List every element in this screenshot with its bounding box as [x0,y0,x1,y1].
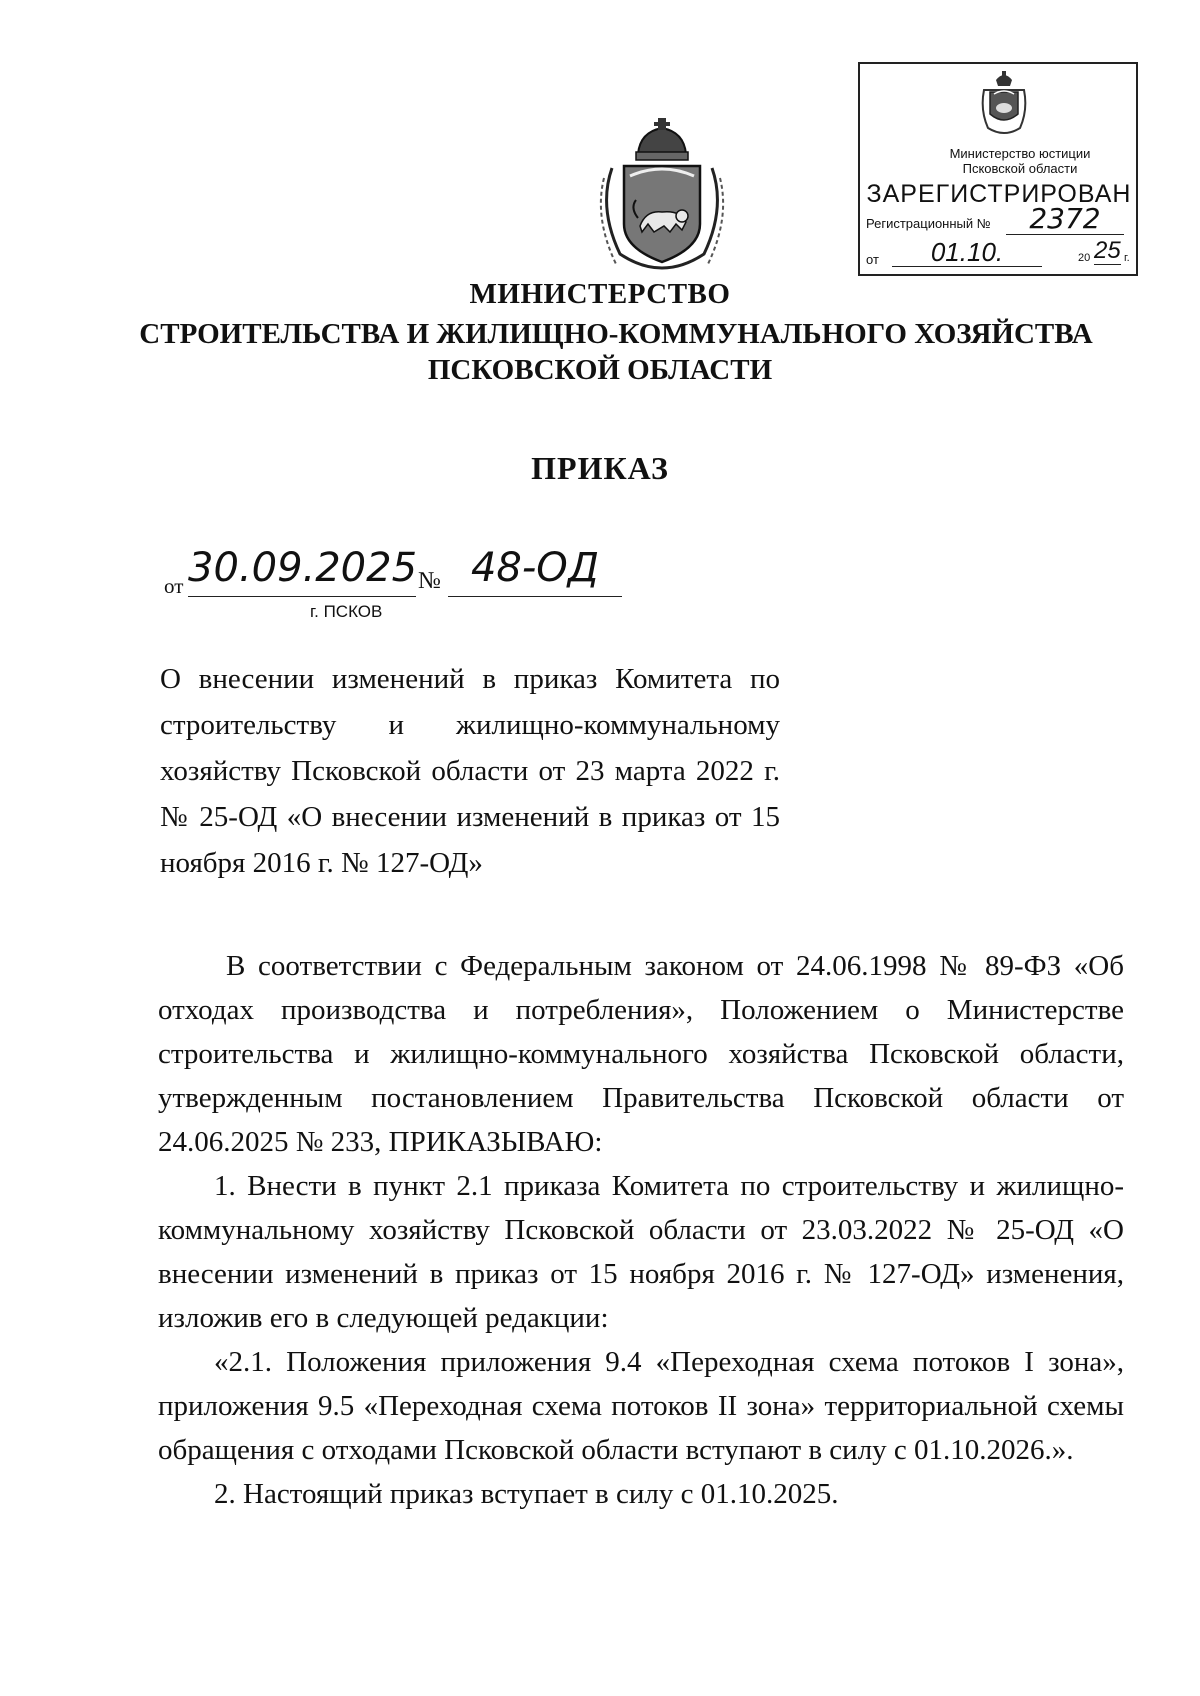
order-city: г. ПСКОВ [310,602,383,621]
ministry-title-line3: ПСКОВСКОЙ ОБЛАСТИ [427,354,773,386]
document-type: ПРИКАЗ [531,450,669,486]
order-number: 48-ОД [448,540,622,597]
order-body [158,944,1124,1516]
stamp-date: 01.10. [892,238,1042,267]
ministry-title-line2: СТРОИТЕЛЬСТВА И ЖИЛИЩНО-КОММУНАЛЬНОГО ХОЗЯЙСТВА [139,318,1093,350]
registration-stamp [858,62,1138,276]
quoted-amendment-paragraph: «2.1. Положения приложения 9.4 «Переходная схема потоков I зона», приложения 9.5 «Переходная схема потоков II зона» территориальной схемы обращения с отходами Псковской области вступают в силу с 01.10.2026.». [158,1346,1124,1466]
stamp-ministry [920,146,1120,176]
order-subject: О внесении изменений в приказ Комитета по строительству и жилищно-коммунальному хозяйству Псковской области от 23 марта 2022 г. № 25-ОД «О внесении изменений в приказ от 15 ноября 2016 г. № 127-ОД» [160,663,780,879]
coat-of-arms-icon [590,118,734,278]
stamp-year-suffix: г. [1124,252,1130,264]
order-number-label: № [418,568,441,594]
stamp-date-label: от [866,252,879,267]
ministry-title-line1: МИНИСТЕРСТВО [469,278,731,310]
stamp-reg-label: Регистрационный № [866,216,991,231]
order-date-label: от [164,574,184,598]
preamble-paragraph: В соответствии с Федеральным законом от 24.06.1998 № 89-ФЗ «Об отходах производства и потребления», Положением о Министерстве строительства и жилищно-коммунального хозяйства Псковской области, утвержденным постановлением Правительства Псковской области от 24.06.2025 № 233, ПРИКАЗЫВАЮ: [158,950,1124,1158]
stamp-year: 25 [1094,237,1121,264]
stamp-ministry-line2: Псковской области [962,161,1078,176]
coat-of-arms-small-icon [978,70,1030,138]
order-date: 30.09.2025 [188,540,416,597]
item-2-paragraph: 2. Настоящий приказ вступает в силу с 01.10.2025. [214,1478,839,1510]
item-1-paragraph: 1. Внести в пункт 2.1 приказа Комитета по строительству и жилищно-коммунальному хозяйству Псковской области от 23.03.2022 № 25-ОД «О внесении изменений в приказ от 15 ноября 2016 г. № 127-ОД» изменения, изложив его в следующей редакции: [158,1170,1124,1334]
stamp-status: ЗАРЕГИСТРИРОВАН [866,180,1132,208]
stamp-reg-number: 2372 [1006,204,1124,235]
stamp-ministry-line1: Министерство юстиции [949,146,1091,161]
stamp-year-prefix: 20 [1078,252,1091,264]
